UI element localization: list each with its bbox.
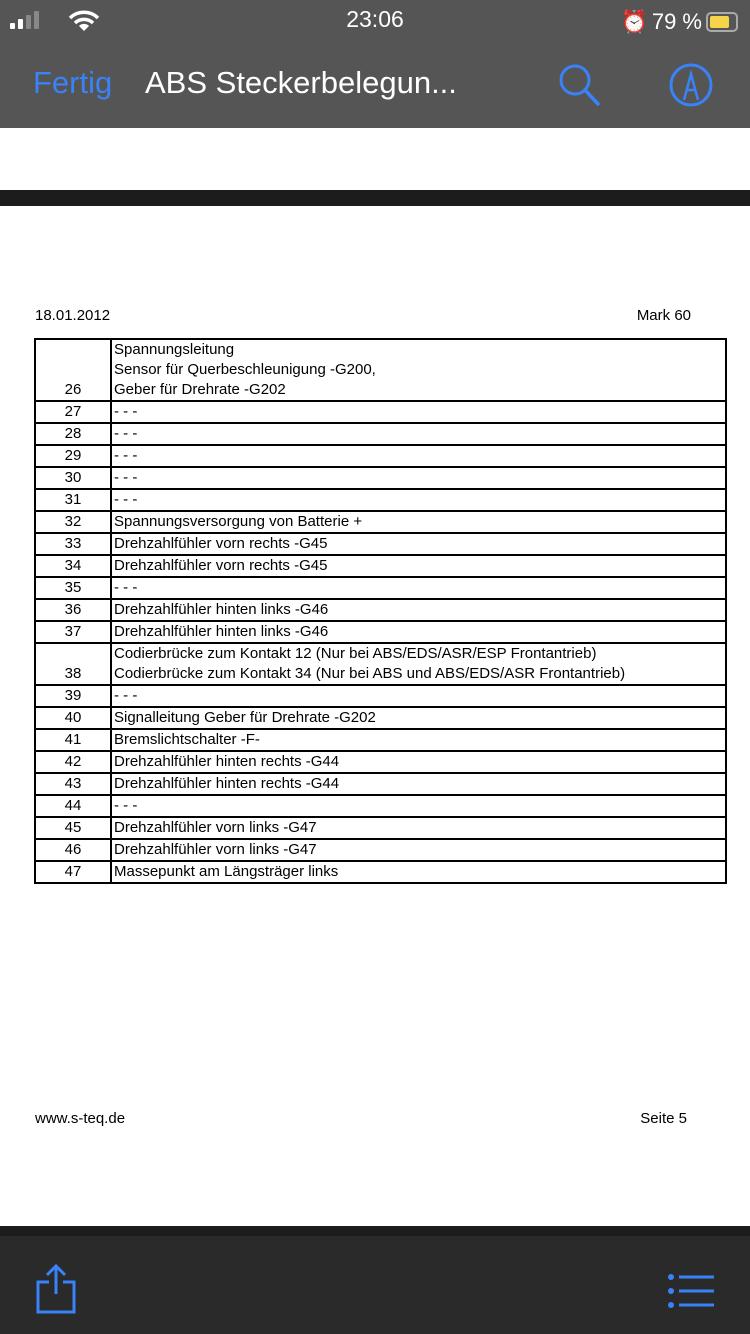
description-line: - - - (114, 425, 138, 442)
nav-bar (0, 40, 750, 128)
page-number: Seite 5 (640, 1110, 687, 1127)
search-icon[interactable] (557, 62, 603, 108)
description-line: Drehzahlfühler hinten links -G46 (114, 623, 329, 640)
battery-percent: 79 % (651, 9, 702, 34)
pin-description (111, 445, 726, 467)
pin-description (111, 555, 726, 577)
outline-list-icon[interactable] (668, 1274, 714, 1308)
pin-description (111, 511, 726, 533)
pin-description (111, 817, 726, 839)
description-line: - - - (114, 687, 138, 704)
table-row (35, 621, 726, 643)
pin-description (111, 729, 726, 751)
pin-number: 30 (35, 467, 111, 489)
table-row (35, 533, 726, 555)
table-row (35, 401, 726, 423)
markup-icon[interactable] (668, 62, 714, 108)
pin-description (111, 339, 726, 401)
pin-description (111, 489, 726, 511)
description-line: - - - (114, 447, 138, 464)
pin-number: 45 (35, 817, 111, 839)
table-row (35, 467, 726, 489)
description-line: - - - (114, 403, 138, 420)
description-line: Geber für Drehrate -G202 (114, 381, 286, 398)
description-line: Drehzahlfühler hinten links -G46 (114, 601, 329, 618)
table-row (35, 685, 726, 707)
description-line: Drehzahlfühler hinten rechts -G44 (114, 753, 340, 770)
description-line: Spannungsversorgung von Batterie + (114, 513, 363, 530)
clock: 23:06 (346, 6, 404, 32)
pin-description (111, 423, 726, 445)
battery-icon (706, 12, 738, 32)
doc-model: Mark 60 (636, 307, 691, 324)
description-line: Massepunkt am Längsträger links (114, 863, 339, 880)
pin-number: 34 (35, 555, 111, 577)
description-line: Sensor für Querbeschleunigung -G200, (114, 361, 376, 378)
description-line: Drehzahlfühler vorn rechts -G45 (114, 557, 328, 574)
table-row (35, 839, 726, 861)
table-row (35, 445, 726, 467)
pin-number: 42 (35, 751, 111, 773)
table-row (35, 751, 726, 773)
pin-number: 39 (35, 685, 111, 707)
pin-description (111, 643, 726, 685)
doc-url: www.s-teq.de (35, 1110, 126, 1127)
pin-number: 31 (35, 489, 111, 511)
table-row (35, 795, 726, 817)
pin-number: 37 (35, 621, 111, 643)
description-line: Drehzahlfühler vorn links -G47 (114, 819, 317, 836)
table-row (35, 643, 726, 685)
doc-date: 18.01.2012 (35, 307, 111, 324)
description-line: - - - (114, 579, 138, 596)
status-bar (0, 0, 750, 40)
bottom-toolbar (0, 1226, 750, 1334)
pin-number: 46 (35, 839, 111, 861)
share-icon[interactable] (36, 1264, 76, 1314)
pin-number: 38 (35, 643, 111, 685)
description-line: - - - (114, 797, 138, 814)
table-row (35, 773, 726, 795)
pin-number: 29 (35, 445, 111, 467)
alarm-icon: ⏰ (620, 9, 648, 34)
pin-description (111, 621, 726, 643)
page-separator (0, 190, 750, 206)
pin-number: 41 (35, 729, 111, 751)
table-row (35, 555, 726, 577)
table-row (35, 489, 726, 511)
pin-description (111, 861, 726, 883)
pin-number: 35 (35, 577, 111, 599)
pin-number: 43 (35, 773, 111, 795)
description-line: Spannungsleitung (114, 341, 235, 358)
pin-description (111, 467, 726, 489)
done-button[interactable]: Fertig (33, 65, 113, 100)
table-row (35, 861, 726, 883)
pin-description (111, 533, 726, 555)
pin-description (111, 401, 726, 423)
pin-description (111, 599, 726, 621)
pin-description (111, 839, 726, 861)
pin-description (111, 577, 726, 599)
description-line: Drehzahlfühler vorn rechts -G45 (114, 535, 328, 552)
pin-description (111, 685, 726, 707)
pin-number: 27 (35, 401, 111, 423)
description-line: Codierbrücke zum Kontakt 34 (Nur bei ABS und ABS/EDS/ASR Frontantrieb) (114, 665, 626, 682)
pin-number: 26 (35, 339, 111, 401)
pin-description (111, 773, 726, 795)
table-row (35, 599, 726, 621)
table-row (35, 729, 726, 751)
pin-number: 33 (35, 533, 111, 555)
pin-description (111, 707, 726, 729)
pin-number: 36 (35, 599, 111, 621)
table-row (35, 817, 726, 839)
description-line: - - - (114, 469, 138, 486)
table-row (35, 339, 726, 401)
pin-table (34, 338, 727, 884)
description-line: Signalleitung Geber für Drehrate -G202 (114, 709, 376, 726)
pin-number: 47 (35, 861, 111, 883)
description-line: Bremslichtschalter -F- (114, 731, 260, 748)
pin-description (111, 795, 726, 817)
pin-number: 40 (35, 707, 111, 729)
description-line: - - - (114, 491, 138, 508)
description-line: Codierbrücke zum Kontakt 12 (Nur bei ABS/EDS/ASR/ESP Frontantrieb) (114, 645, 597, 662)
table-row (35, 707, 726, 729)
pin-number: 44 (35, 795, 111, 817)
pin-number: 28 (35, 423, 111, 445)
description-line: Drehzahlfühler vorn links -G47 (114, 841, 317, 858)
table-row (35, 423, 726, 445)
table-row (35, 577, 726, 599)
pin-number: 32 (35, 511, 111, 533)
description-line: Drehzahlfühler hinten rechts -G44 (114, 775, 340, 792)
pin-description (111, 751, 726, 773)
document-title: ABS Steckerbelegun... (145, 65, 457, 100)
table-row (35, 511, 726, 533)
